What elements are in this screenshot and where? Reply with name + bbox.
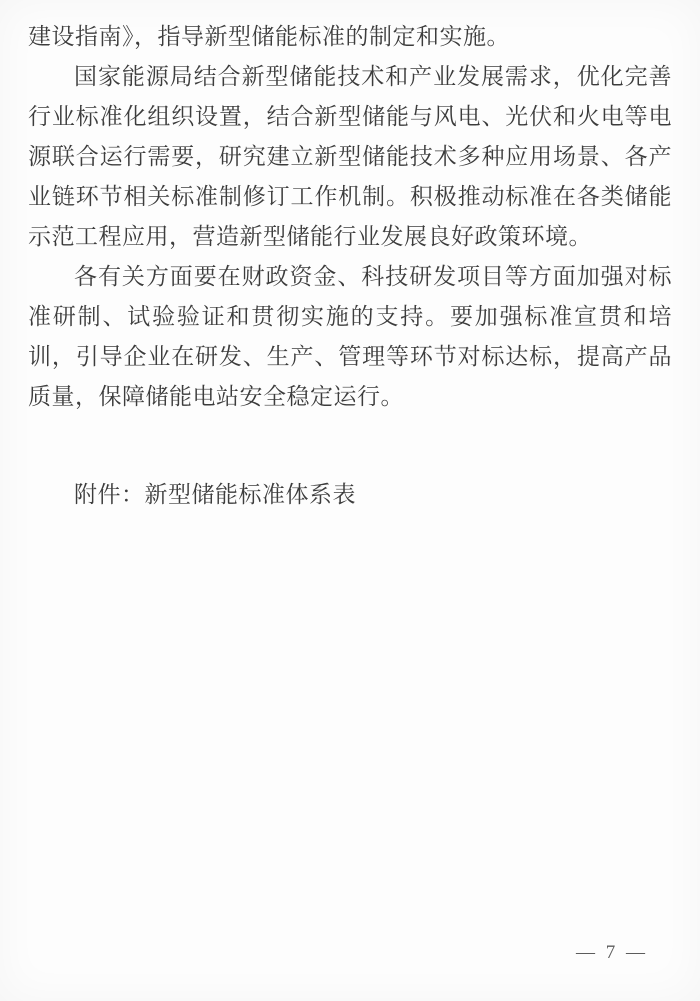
paragraph-energy-administration: 国家能源局结合新型储能技术和产业发展需求，优化完善行业标准化组织设置，结合新型储能与风电、光伏和火电等电源联合运行需要，研究建立新型储能技术多种应用场景、各产业链环节相关标准制修订工作机制。积极推动标准在各类储能示范工程应用，营造新型储能行业发展良好政策环境。: [28, 64, 672, 249]
attachment-note: 附件：新型储能标准体系表: [74, 482, 356, 507]
paragraph-support-measures: 各有关方面要在财政资金、科技研发项目等方面加强对标准研制、试验验证和贯彻实施的支持。要加强标准宣贯和培训，引导企业在研发、生产、管理等环节对标达标，提高产品质量，保障储能电站安全稳定运行。: [28, 264, 672, 409]
paragraph-continuation: 建设指南》，指导新型储能标准的制定和实施。: [28, 24, 510, 49]
document-body: [28, 17, 672, 515]
page-number: — 7 —: [576, 942, 648, 963]
